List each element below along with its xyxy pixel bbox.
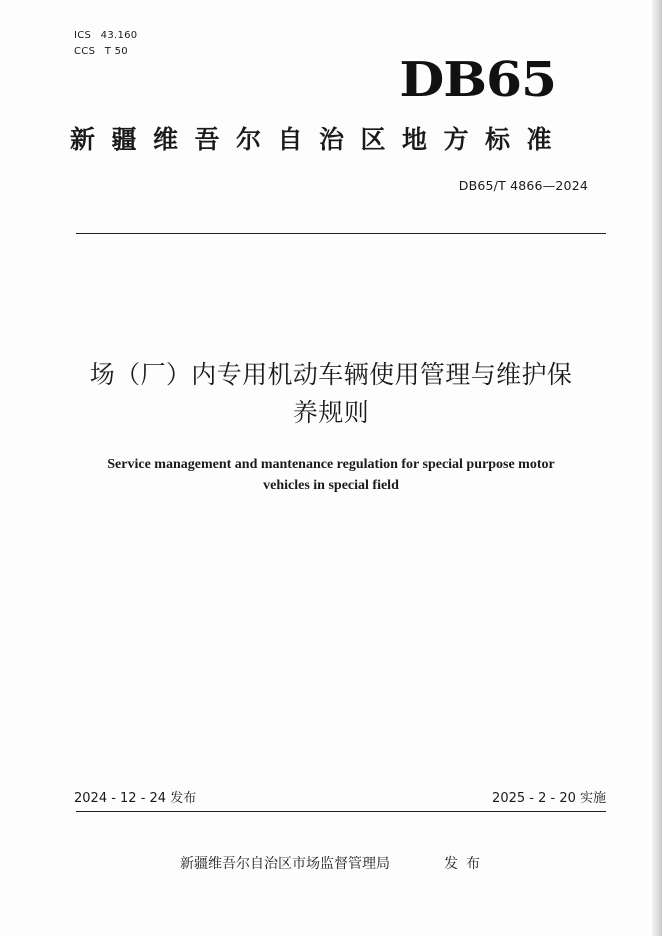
english-title-line-1: Service management and mantenance regulation for special purpose motor	[107, 457, 555, 472]
ccs-code: T 50	[104, 46, 128, 57]
db65-logo: DB65	[399, 52, 556, 108]
chinese-title-line-1: 场（厂）内专用机动车辆使用管理与维护保	[89, 360, 573, 389]
standard-number: DB65/T 4866—2024	[458, 178, 588, 193]
ccs-label: CCS	[74, 46, 96, 57]
publish-label: 发布	[444, 856, 488, 872]
standard-type-heading: 新疆维吾尔自治区地方标准	[70, 125, 569, 154]
scan-edge-shadow	[652, 0, 662, 936]
issue-date: 2024 - 12 - 24 发布	[74, 791, 197, 806]
implementation-date: 2025 - 2 - 20 实施	[492, 791, 606, 806]
english-title-line-2: vehicles in special field	[263, 478, 399, 493]
chinese-title-line-2: 养规则	[292, 398, 370, 427]
top-divider	[76, 233, 606, 234]
chinese-title	[60, 356, 602, 432]
ccs-line	[74, 44, 137, 60]
classification-codes	[74, 28, 137, 60]
bottom-divider	[76, 811, 606, 812]
english-title	[60, 454, 602, 496]
ics-line	[74, 28, 137, 44]
ics-code: 43.160	[100, 30, 138, 41]
ics-label: ICS	[74, 30, 92, 41]
publisher-name: 新疆维吾尔自治区市场监督管理局	[180, 856, 390, 872]
